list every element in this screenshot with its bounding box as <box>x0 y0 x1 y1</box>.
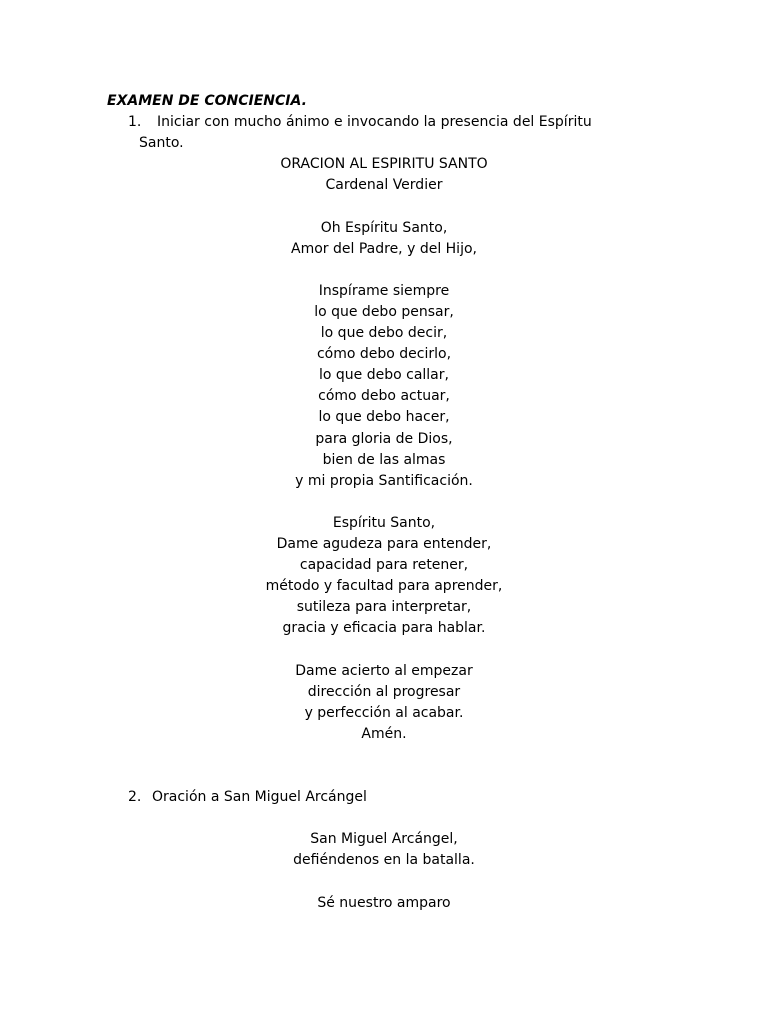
list-item-2 <box>0 787 768 808</box>
blank-line <box>0 808 768 829</box>
prayer-line: Amén. <box>361 725 407 742</box>
prayer-line: Inspírame siempre <box>318 282 450 299</box>
prayer-line: lo que debo hacer, <box>318 409 450 426</box>
document-body <box>0 91 768 914</box>
prayer-line: capacidad para retener, <box>299 557 469 574</box>
prayer-line: gracia y eficacia para hablar. <box>282 620 486 637</box>
list-item-1-continuation <box>0 133 768 154</box>
prayer-line: para gloria de Dios, <box>315 430 453 447</box>
blank-line <box>0 260 768 281</box>
blank-line <box>0 766 768 787</box>
blank-line <box>0 745 768 766</box>
prayer-line: Dame acierto al empezar <box>295 662 473 679</box>
prayer-line: cómo debo actuar, <box>318 388 450 405</box>
blank-line <box>0 871 768 892</box>
prayer-line: cómo debo decirlo, <box>316 346 452 363</box>
list-item-number: 2. <box>128 789 142 806</box>
prayer-line: dirección al progresar <box>307 683 461 700</box>
list-item-number: 1. <box>128 114 142 131</box>
title-row <box>0 91 768 112</box>
blank-line <box>0 196 768 217</box>
prayer-line: San Miguel Arcángel, <box>310 831 458 848</box>
document-title: EXAMEN DE CONCIENCIA. <box>107 93 307 109</box>
list-item-text: Oración a San Miguel Arcángel <box>152 789 367 806</box>
prayer-line: bien de las almas <box>322 451 446 468</box>
prayer-line: y perfección al acabar. <box>304 704 464 721</box>
prayer-line: método y facultad para aprender, <box>265 578 503 595</box>
prayer-line: lo que debo pensar, <box>314 303 454 320</box>
list-item-text: Santo. <box>139 135 184 152</box>
prayer-line: Espíritu Santo, <box>332 514 436 531</box>
prayer-line: lo que debo decir, <box>320 325 448 342</box>
prayer-line: Sé nuestro amparo <box>317 894 451 911</box>
prayer-line: sutileza para interpretar, <box>296 599 472 616</box>
prayer-line: defiéndenos en la batalla. <box>293 852 475 869</box>
prayer-title: ORACION AL ESPIRITU SANTO <box>280 156 488 173</box>
prayer-line: Oh Espíritu Santo, <box>320 219 448 236</box>
prayer-line: lo que debo callar, <box>319 367 449 384</box>
prayer-line: y mi propia Santificación. <box>295 472 473 489</box>
list-item-text: Iniciar con mucho ánimo e invocando la presencia del Espíritu <box>157 114 592 131</box>
list-item-1 <box>0 112 768 133</box>
prayer-line: Amor del Padre, y del Hijo, <box>291 240 477 257</box>
prayer-line: Dame agudeza para entender, <box>276 535 492 552</box>
blank-line <box>0 492 768 513</box>
prayer-author: Cardenal Verdier <box>325 177 443 194</box>
blank-line <box>0 639 768 660</box>
